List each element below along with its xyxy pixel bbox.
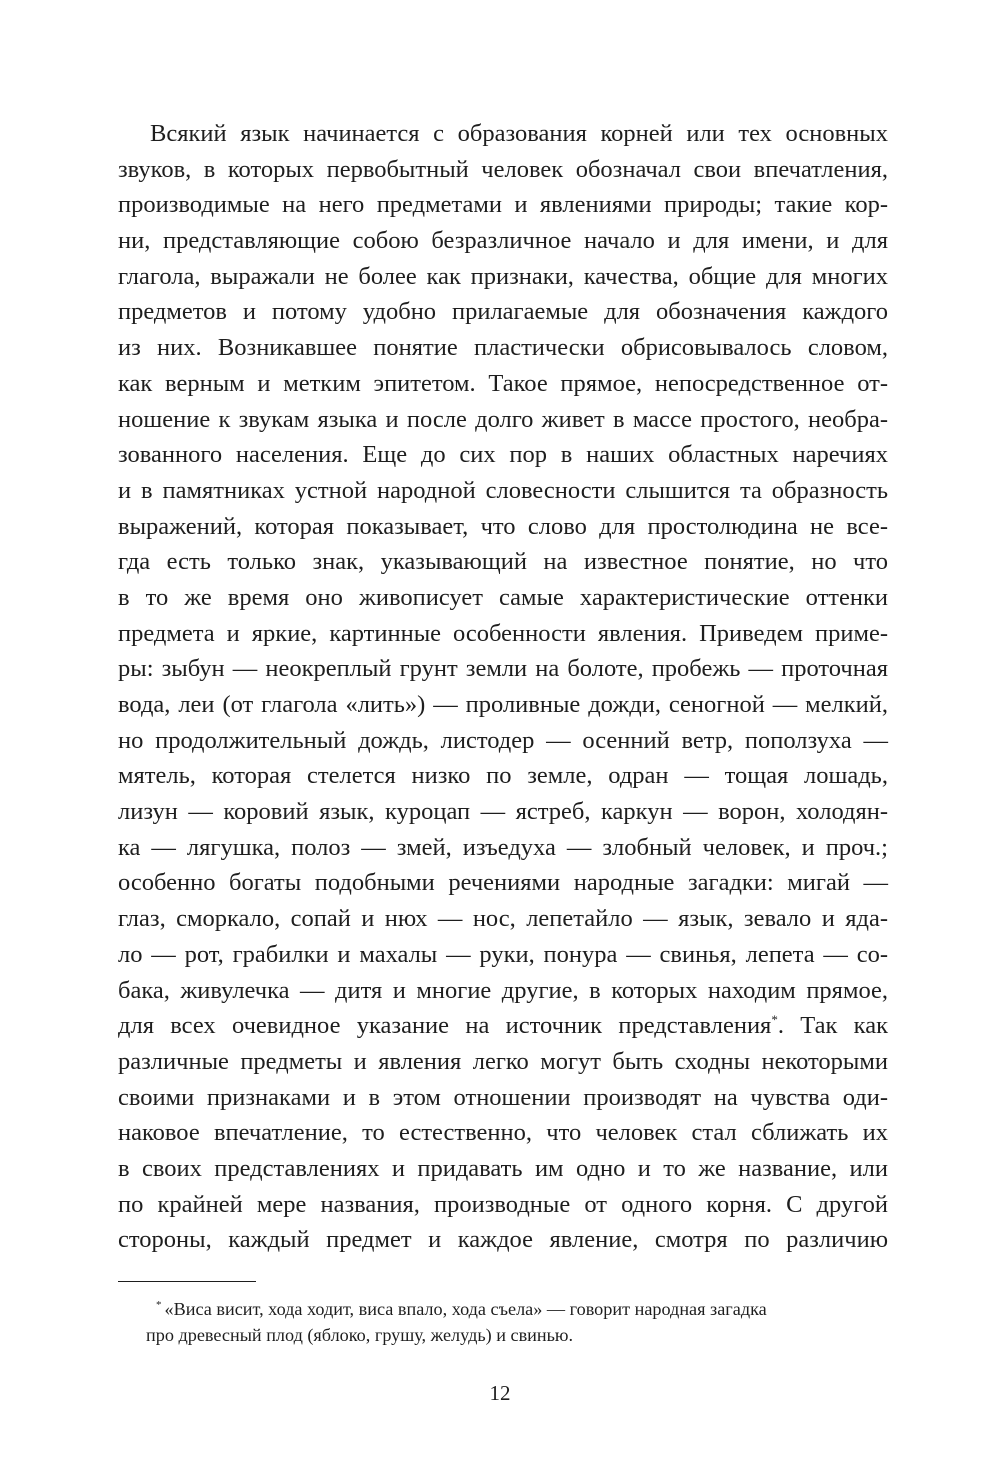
text-line: в то же время оно живописует самые характеристические оттенки bbox=[118, 583, 888, 611]
text-line: и в памятниках устной народной словесности слышится та образность bbox=[118, 476, 888, 504]
text-line: наковое впечатление, то естественно, что человек стал сближать их bbox=[118, 1119, 888, 1147]
footnote-divider bbox=[118, 1281, 256, 1282]
text-line: ношение к звукам языка и после долго живет в массе простого, необра- bbox=[118, 405, 888, 433]
footnote-reference[interactable]: * bbox=[771, 1012, 778, 1028]
text-line: бака, живулечка — дитя и многие другие, в которых находим прямое, bbox=[118, 976, 888, 1004]
text-segment: для всех очевидное указание на источник представления bbox=[118, 1012, 772, 1040]
text-line: вода, леи (от глагола «лить») — проливные дожди, сеногной — мелкий, bbox=[118, 691, 888, 718]
text-line: стороны, каждый предмет и каждое явление, смотря по различию bbox=[118, 1226, 888, 1254]
text-line-with-note bbox=[118, 1008, 888, 1044]
text-line: гда есть только знак, указывающий на известное понятие, но что bbox=[118, 548, 888, 576]
text-line: как верным и метким эпитетом. Такое прямое, непосредственное от- bbox=[118, 369, 888, 397]
footnote bbox=[118, 1296, 888, 1348]
page-number: 12 bbox=[489, 1381, 511, 1405]
footnote-line: про древесный плод (яблоко, грушу, желудь) и свинью. bbox=[146, 1325, 574, 1345]
text-line: выражений, которая показывает, что слово для простолюдина не все- bbox=[118, 512, 888, 540]
footnote-line bbox=[118, 1296, 888, 1322]
text-line: особенно богаты подобными речениями народные загадки: мигай — bbox=[118, 869, 888, 897]
text-line: из них. Возникавшее понятие пластически обрисовывалось словом, bbox=[118, 334, 888, 362]
text-line: Всякий язык начинается с образования корней или тех основных bbox=[150, 120, 888, 147]
text-line: ни, представляющие собою безразличное начало и для имени, и для bbox=[118, 227, 888, 255]
text-line: предметов и потому удобно прилагаемые для обозначения каждого bbox=[118, 298, 888, 326]
footnote-marker: * bbox=[156, 1298, 162, 1311]
main-paragraph bbox=[118, 116, 888, 1258]
text-line: по крайней мере названия, производные от одного корня. С другой bbox=[118, 1190, 888, 1218]
text-line: мятель, которая стелется низко по земле, одран — тощая лошадь, bbox=[118, 762, 888, 790]
text-line: глаз, сморкало, сопай и нюх — нос, лепетайло — язык, зевало и яда- bbox=[118, 905, 888, 933]
text-line: звуков, в которых первобытный человек обозначал свои впечатления, bbox=[118, 155, 888, 183]
text-line: глагола, выражали не более как признаки, качества, общие для многих bbox=[118, 262, 888, 290]
text-line: лизун — коровий язык, куроцап — ястреб, каркун — ворон, холодян- bbox=[118, 798, 888, 826]
text-line: ры: зыбун — неокреплый грунт земли на болоте, пробежь — проточная bbox=[118, 655, 888, 683]
text-line: производимые на него предметами и явлениями природы; такие кор- bbox=[118, 191, 888, 219]
footnote-text: «Виса висит, хода ходит, виса впало, хода съела» — говорит народная загадка bbox=[164, 1299, 767, 1319]
text-line: различные предметы и явления легко могут быть сходны некоторыми bbox=[118, 1047, 888, 1075]
text-line: своими признаками и в этом отношении производят на чувства оди- bbox=[118, 1083, 888, 1111]
text-line: предмета и яркие, картинные особенности явления. Приведем приме- bbox=[118, 619, 888, 647]
text-segment: . Так как bbox=[777, 1012, 888, 1040]
text-line: но продолжительный дождь, листодер — осенний ветр, поползуха — bbox=[118, 726, 888, 754]
text-line: ка — лягушка, полоз — змей, изъедуха — злобный человек, и проч.; bbox=[118, 833, 888, 861]
text-line: ло — рот, грабилки и махалы — руки, понура — свинья, лепета — со- bbox=[118, 940, 888, 968]
text-line: в своих представлениях и придавать им одно и то же название, или bbox=[118, 1154, 888, 1182]
text-line: зованного населения. Еще до сих пор в наших областных наречиях bbox=[118, 441, 888, 469]
